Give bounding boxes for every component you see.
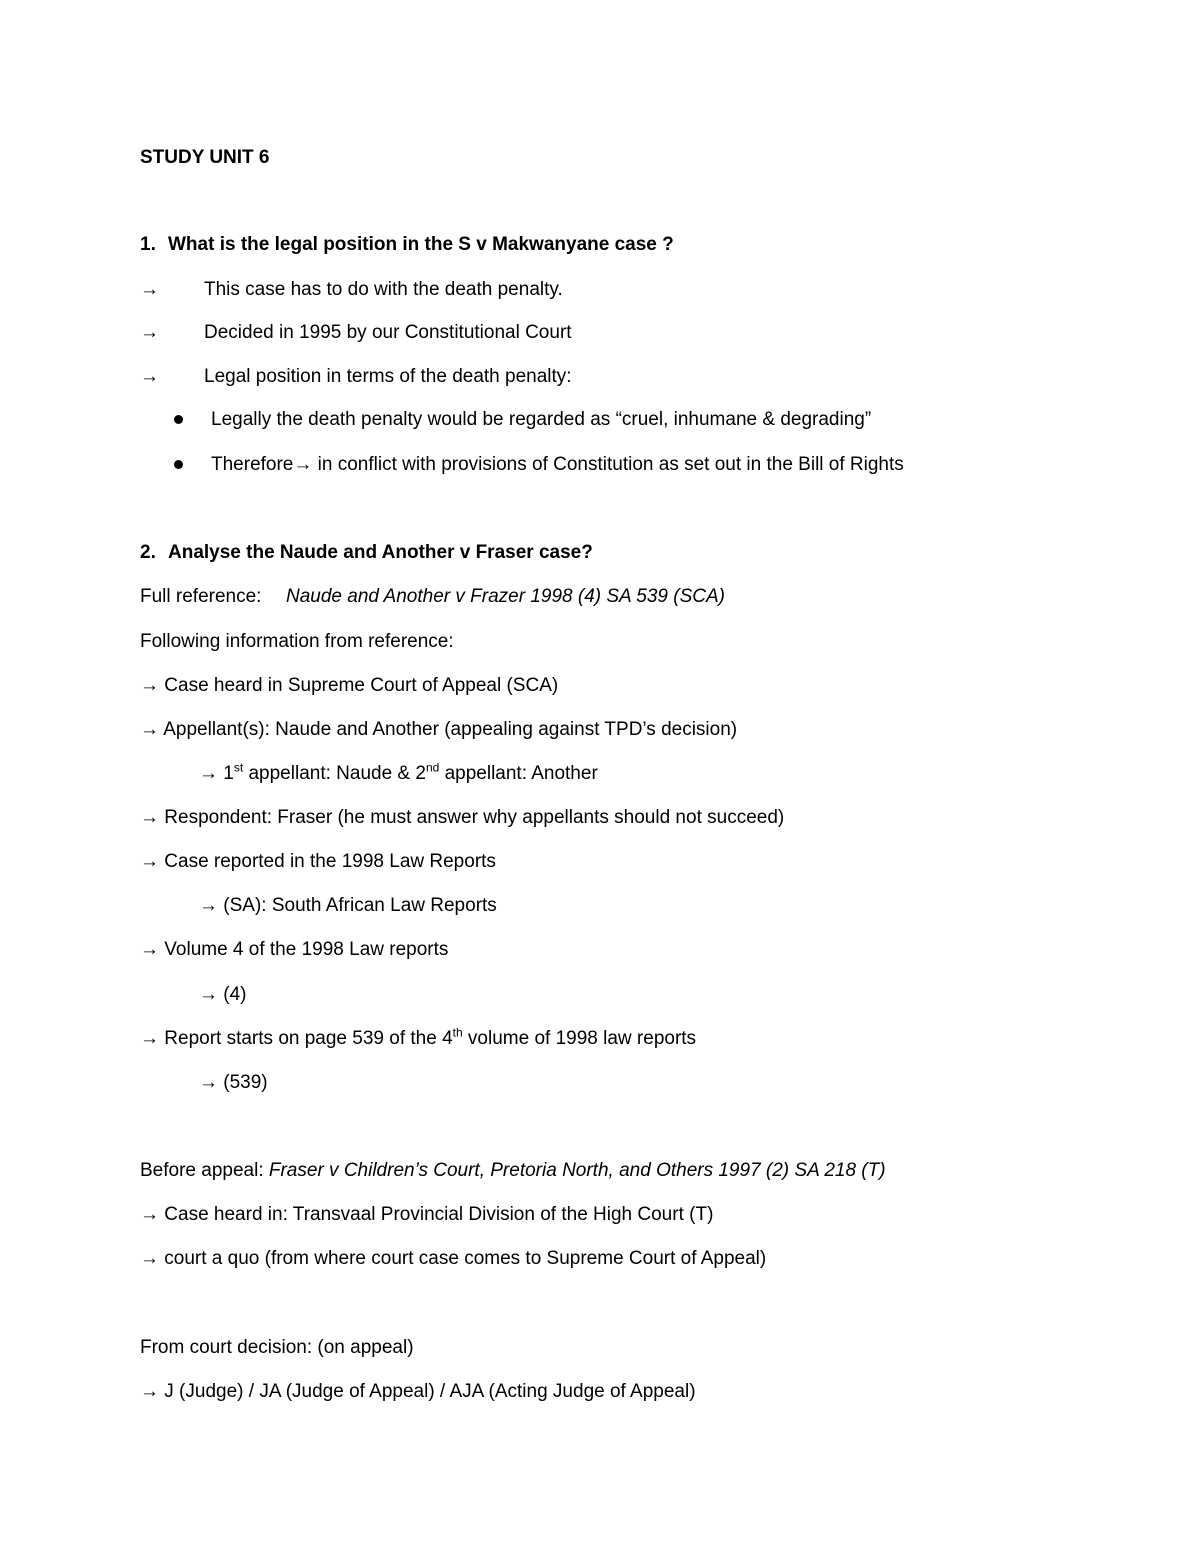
q1-bullet-2	[211, 453, 904, 477]
arrow-icon: →	[199, 763, 218, 784]
arrow-icon: →	[140, 1381, 159, 1402]
first-appellant-number: 1	[218, 763, 234, 784]
arrow-icon: →	[140, 366, 159, 387]
before-appeal-value: Fraser v Children’s Court, Pretoria North, and Others 1997 (2) SA 218 (T)	[268, 1160, 886, 1181]
case-heard-text: Case heard in Supreme Court of Appeal (SCA)	[159, 675, 559, 696]
arrow-icon: →	[140, 1028, 159, 1049]
info-intro: Following information from reference:	[140, 631, 454, 652]
arrow-icon: →	[140, 807, 159, 828]
q1-point-2: Decided in 1995 by our Constitutional Court	[204, 322, 572, 343]
before-appeal-label: Before appeal:	[140, 1160, 269, 1181]
arrow-icon: →	[140, 279, 159, 300]
arrow-icon: →	[140, 939, 159, 960]
arrow-icon: →	[140, 322, 159, 343]
page-title: STUDY UNIT 6	[140, 147, 270, 168]
arrow-icon: →	[140, 719, 159, 740]
full-reference-value: Naude and Another v Frazer 1998 (4) SA 539 (SCA)	[286, 586, 725, 607]
page-sub-text: (539)	[218, 1072, 268, 1093]
appellants-detail-line	[199, 762, 598, 786]
arrow-icon: →	[199, 1072, 218, 1093]
before-appeal-line	[140, 1159, 886, 1183]
arrow-icon: →	[293, 454, 313, 475]
reported-line	[140, 850, 496, 874]
arrow-icon: →	[140, 1204, 159, 1225]
bullet-icon	[174, 415, 183, 424]
page-start-line	[140, 1027, 696, 1051]
question-2-number: 2.	[140, 542, 156, 563]
respondent-text: Respondent: Fraser (he must answer why appellants should not succeed)	[159, 807, 785, 828]
arrow-icon: →	[199, 895, 218, 916]
ordinal-suffix: nd	[425, 760, 440, 775]
arrow-icon: →	[140, 1248, 159, 1269]
court-decision-label: From court decision: (on appeal)	[140, 1337, 414, 1358]
court-a-quo-line	[140, 1247, 766, 1271]
court-a-quo-text: court a quo (from where court case comes to Supreme Court of Appeal)	[159, 1248, 767, 1269]
question-2-text: Analyse the Naude and Another v Fraser case?	[168, 542, 593, 563]
heard-in-line	[140, 1203, 713, 1227]
ordinal-suffix: st	[233, 760, 244, 775]
volume-sub-line	[199, 983, 247, 1007]
reported-text: Case reported in the 1998 Law Reports	[159, 851, 496, 872]
arrow-icon: →	[199, 984, 218, 1005]
question-1-number: 1.	[140, 234, 156, 255]
q1-point-3: Legal position in terms of the death penalty:	[204, 366, 572, 387]
case-heard-line	[140, 674, 558, 698]
appellants-text: Appellant(s): Naude and Another (appealing against TPD’s decision)	[159, 719, 738, 740]
heard-in-text: Case heard in: Transvaal Provincial Division of the High Court (T)	[159, 1204, 714, 1225]
bullet-icon	[174, 460, 183, 469]
question-1-text: What is the legal position in the S v Makwanyane case ?	[168, 234, 674, 255]
judges-line	[140, 1380, 696, 1404]
sa-text: (SA): South African Law Reports	[218, 895, 497, 916]
page-start-text: Report starts on page 539 of the 4	[159, 1028, 453, 1049]
volume-sub-text: (4)	[218, 984, 247, 1005]
ordinal-suffix: th	[452, 1025, 463, 1040]
arrow-icon: →	[140, 675, 159, 696]
q1-bullet-2-start: Therefore	[211, 454, 294, 475]
judges-text: J (Judge) / JA (Judge of Appeal) / AJA (Acting Judge of Appeal)	[159, 1381, 696, 1402]
volume-text: Volume 4 of the 1998 Law reports	[159, 939, 449, 960]
full-reference-label: Full reference:	[140, 586, 262, 607]
q1-bullet-2-rest: in conflict with provisions of Constitution as set out in the Bill of Rights	[312, 454, 904, 475]
page-start-rest: volume of 1998 law reports	[462, 1028, 697, 1049]
arrow-icon: →	[140, 851, 159, 872]
appellants-line	[140, 718, 737, 742]
first-appellant-text: appellant: Naude & 2	[243, 763, 426, 784]
q1-bullet-1: Legally the death penalty would be regarded as “cruel, inhumane & degrading”	[211, 409, 872, 430]
second-appellant-text: appellant: Another	[439, 763, 598, 784]
respondent-line	[140, 806, 784, 830]
q1-point-1: This case has to do with the death penalty.	[204, 279, 563, 300]
page-sub-line	[199, 1071, 268, 1095]
sa-line	[199, 894, 497, 918]
volume-line	[140, 938, 448, 962]
